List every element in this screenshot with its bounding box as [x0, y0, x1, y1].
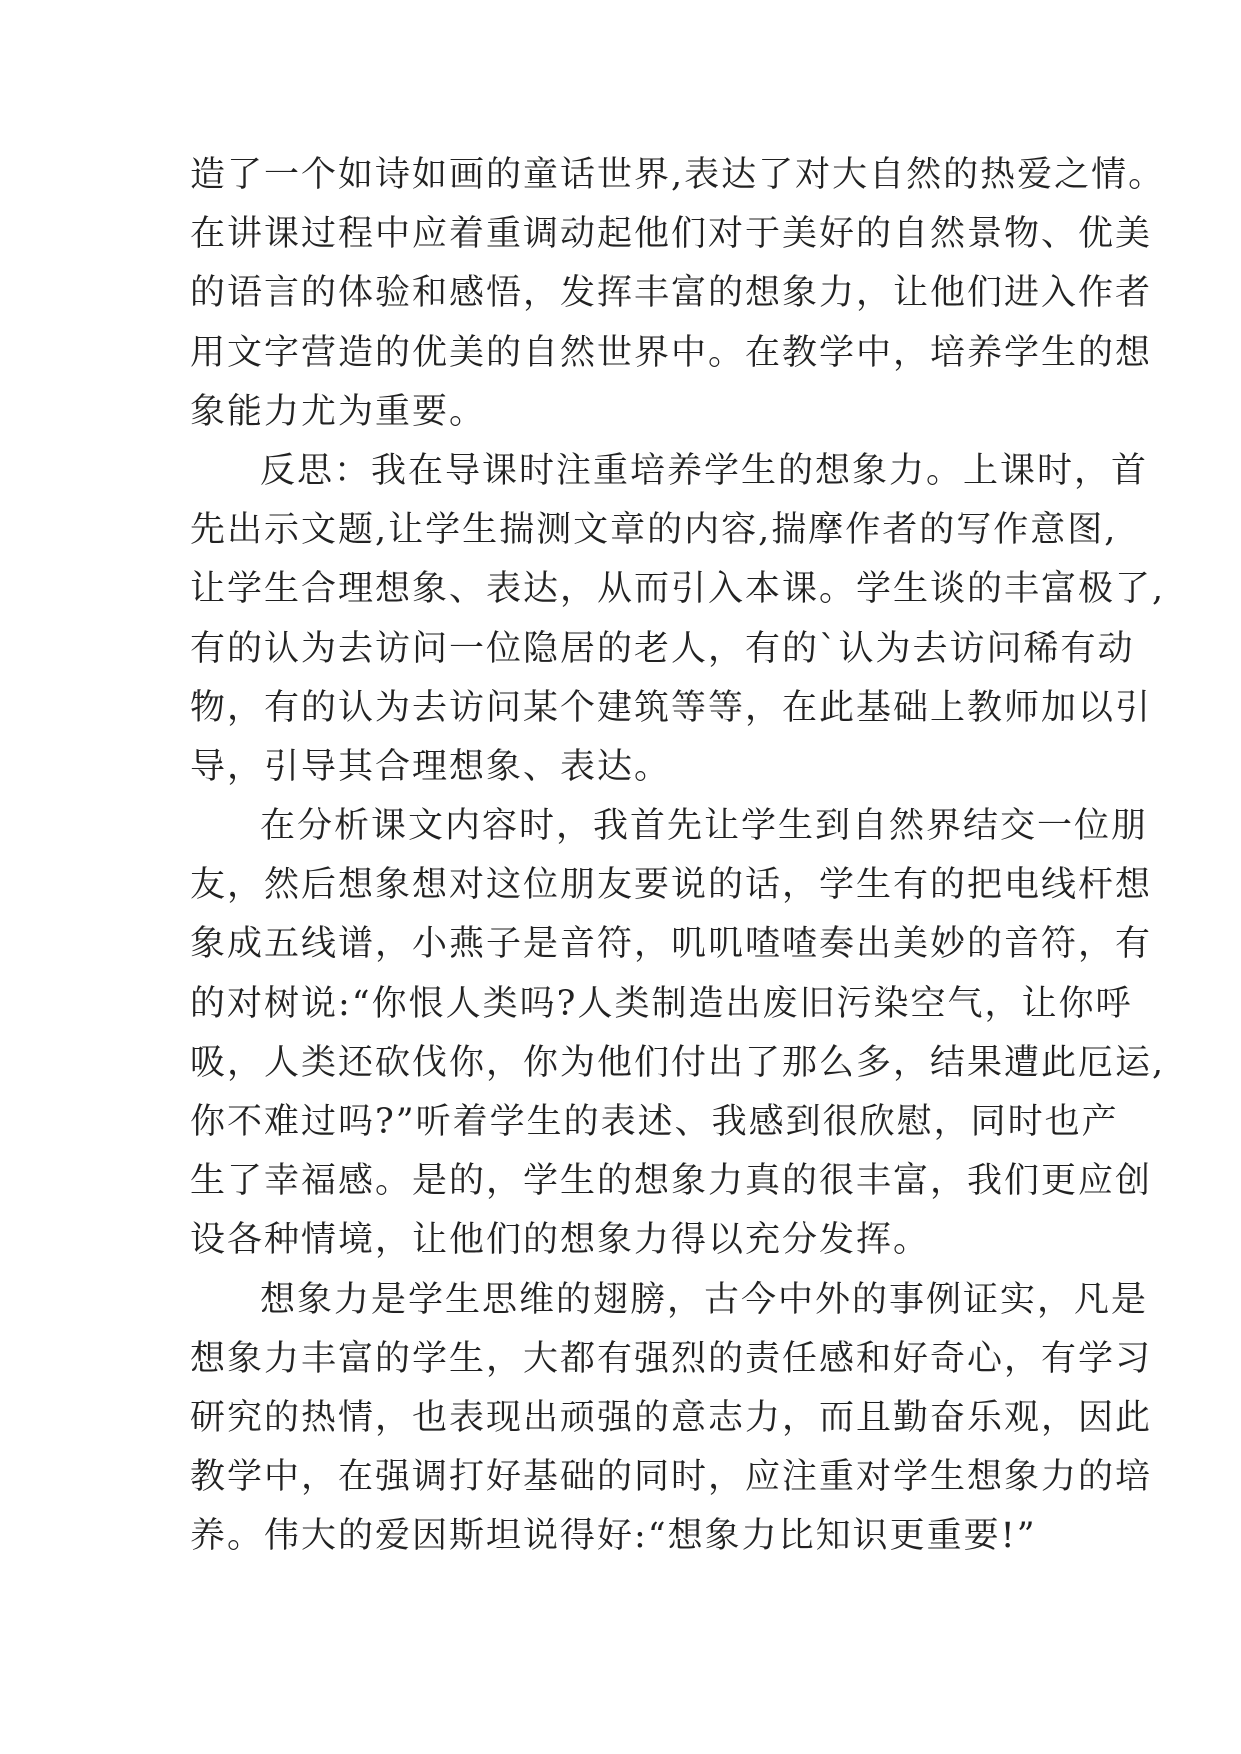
text-line: 用文字营造的优美的自然世界中。在教学中，培养学生的想: [190, 332, 1153, 373]
text-line: 导，引导其合理想象、表达。: [190, 746, 672, 787]
paragraph-1: [190, 146, 1166, 442]
paragraph-2: [190, 442, 1166, 797]
text-line: 设各种情境，让他们的想象力得以充分发挥。: [190, 1220, 931, 1261]
text-line: 养。伟大的爱因斯坦说得好:“想象力比知识更重要!”: [190, 1516, 1037, 1557]
text-line: 的对树说:“你恨人类吗?人类制造出废旧污染空气，让你呼: [190, 983, 1133, 1024]
text-line: 生了幸福感。是的，学生的想象力真的很丰富，我们更应创: [190, 1161, 1153, 1202]
text-line: 吸，人类还砍伐你，你为他们付出了那么多，结果遭此厄运,: [190, 1042, 1166, 1083]
document-body: [190, 146, 1166, 1567]
text-line: 象成五线谱，小燕子是音符，叽叽喳喳奏出美妙的音符，有: [190, 924, 1153, 965]
text-line: 反思：我在导课时注重培养学生的想象力。上课时，首: [260, 450, 1149, 491]
text-line: 想象力丰富的学生，大都有强烈的责任感和好奇心，有学习: [190, 1338, 1153, 1379]
paragraph-3: [190, 797, 1166, 1271]
text-line: 的语言的体验和感悟，发挥丰富的想象力，让他们进入作者: [190, 273, 1153, 314]
text-line: 教学中，在强调打好基础的同时，应注重对学生想象力的培: [190, 1457, 1153, 1498]
text-line: 研究的热情，也表现出顽强的意志力，而且勤奋乐观，因此: [190, 1397, 1153, 1438]
text-line: 象能力尤为重要。: [190, 391, 487, 432]
text-line: 物，有的认为去访问某个建筑等等，在此基础上教师加以引: [190, 687, 1153, 728]
text-line: 让学生合理想象、表达，从而引入本课。学生谈的丰富极了,: [190, 569, 1166, 610]
text-line: 在分析课文内容时，我首先让学生到自然界结交一位朋: [260, 806, 1149, 847]
text-line: 先出示文题,让学生揣测文章的内容,揣摩作者的写作意图,: [190, 510, 1118, 551]
text-line: 你不难过吗?”听着学生的表述、我感到很欣慰，同时也产: [190, 1102, 1119, 1142]
text-line: 造了一个如诗如画的童话世界,表达了对大自然的热爱之情。: [190, 155, 1166, 195]
text-line: 友，然后想象想对这位朋友要说的话，学生有的把电线杆想: [190, 865, 1153, 906]
text-line: 有的认为去访问一位隐居的老人，有的`认为去访问稀有动: [190, 628, 1135, 669]
paragraph-4: [190, 1271, 1153, 1567]
text-line: 在讲课过程中应着重调动起他们对于美好的自然景物、优美: [190, 214, 1153, 255]
text-line: 想象力是学生思维的翅膀，古今中外的事例证实，凡是: [260, 1279, 1149, 1320]
